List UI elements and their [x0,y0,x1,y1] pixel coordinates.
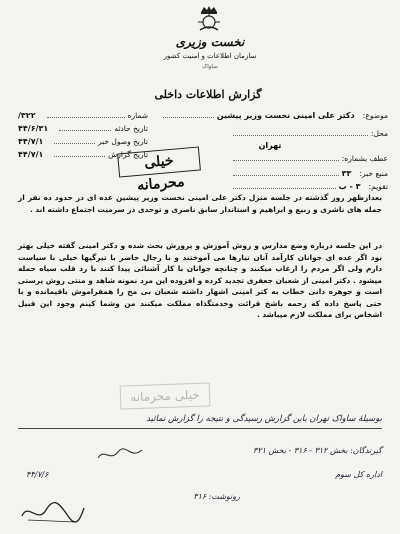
body-paragraph-2: در این جلسه درباره وضع مدارس و روش آموزش و پرورش بحث شده و دکتر امینی گفته خیلی بهتر بود اگر عده ای جوانان کارآمد آنان تیارها می آموختند و با رجال حاضر با تیرگیها خیلی با سیاست دارم ولی اگر مردم را ارعاب میکنند و چنانچه جوانان با کار آشنائی پیدا کنند با رد قلب سیاه حمله میشود . دکتر امینی از شعبان جعفری تجدید کرده و افزوده این مرد نمونه شاهد و منتی روش پرستی است و جوهره دانی خطاب به کتر امینی اشهار داشته شعبان بی مخ را همفراموش باقیمانده و با حتی پاسخ داده که زحمه باشخ قرائت وخدمتگذاه مملکت میکنند من وشما کینم وجود این قبیل اشخاص برای مملکت لازم میباشد . [18,241,382,319]
meta-number-row [18,111,148,120]
organization-subname: ساواک [202,64,218,70]
receipt-date-label: تاریخ وصول خبر [97,137,148,146]
report-type-title: گزارش اطلاعات داخلی [154,88,262,101]
meta-source-row: منبع خبر : ۳۳ [230,169,388,178]
top-secret-stamp: خیلی محرمانه [117,146,201,177]
handwritten-department: اداره کل سوم [335,470,382,479]
initials-scribble-icon [96,446,146,464]
source-label: منبع خبر [362,169,388,178]
subject-label: موضوع [365,111,388,120]
receipt-date-value: ۴۴/۷/۱ [18,137,44,146]
meta-place-row: محل : [230,129,388,138]
place-value: تهران [258,141,282,150]
report-date-value: ۴۴/۷/۱ [18,150,44,159]
meta-reply-row: عطف بشماره : [230,154,388,163]
place-label: محل [373,129,388,138]
ministry-name: نخست وزیری [175,35,245,49]
handwritten-date: ۴۴/۷/۶ [26,470,49,479]
handwritten-recipients: گیرندگان: بخش ۳۱۲ - ۳۱۶ - بخش ۳۲۱ [253,446,382,455]
eval-value: ۳ - ب [338,182,361,191]
number-value: ۳۲۲/ [18,111,36,120]
meta-receipt-date-row [18,137,148,146]
handwritten-instruction: بوسیلهٔ ساواک تهران باین گزارش رسیدگی و نتیجه را گزارش نمائید [146,414,382,424]
handwritten-copy-note: رونوشت: ۳۱۶ [193,492,240,501]
report-date-label: تاریخ گزارش [108,150,148,159]
body-paragraph-1: بعدازظهر روز گذشته در جلسه منزل دکتر علی امینی نخست وزیر پیشین عده ای در حدود ده نفر از جمله های ناشری و ربیع و ابراهیم و استاندار سابق ناصری و توحدی در سرمیت اجتماع داشته اند . [18,193,382,214]
event-date-value: ۴۴/۶/۳۱ [18,124,49,133]
lion-and-sun-emblem-icon [192,4,226,34]
meta-subject-row: موضوع : دکتر علی امینی نخست وزیر پیشین [160,111,388,120]
source-value: ۳۳ [341,169,352,178]
number-label: شماره [127,111,148,120]
meta-eval-row: تقویم : ۳ - ب [230,182,388,191]
meta-event-date-row [18,124,148,133]
event-date-label: تاریخ حادثه [114,124,148,133]
signature-scribble-icon [18,500,88,526]
organization-name: سازمان اطلاعات و امنیت کشور [163,52,257,60]
reply-label: عطف بشماره [344,154,388,163]
divider-line [18,428,382,429]
eval-label: تقویم [371,182,388,191]
subject-value: دکتر علی امینی نخست وزیر پیشین [216,111,355,120]
faded-stamp: خیلی محرمانه [120,382,211,409]
